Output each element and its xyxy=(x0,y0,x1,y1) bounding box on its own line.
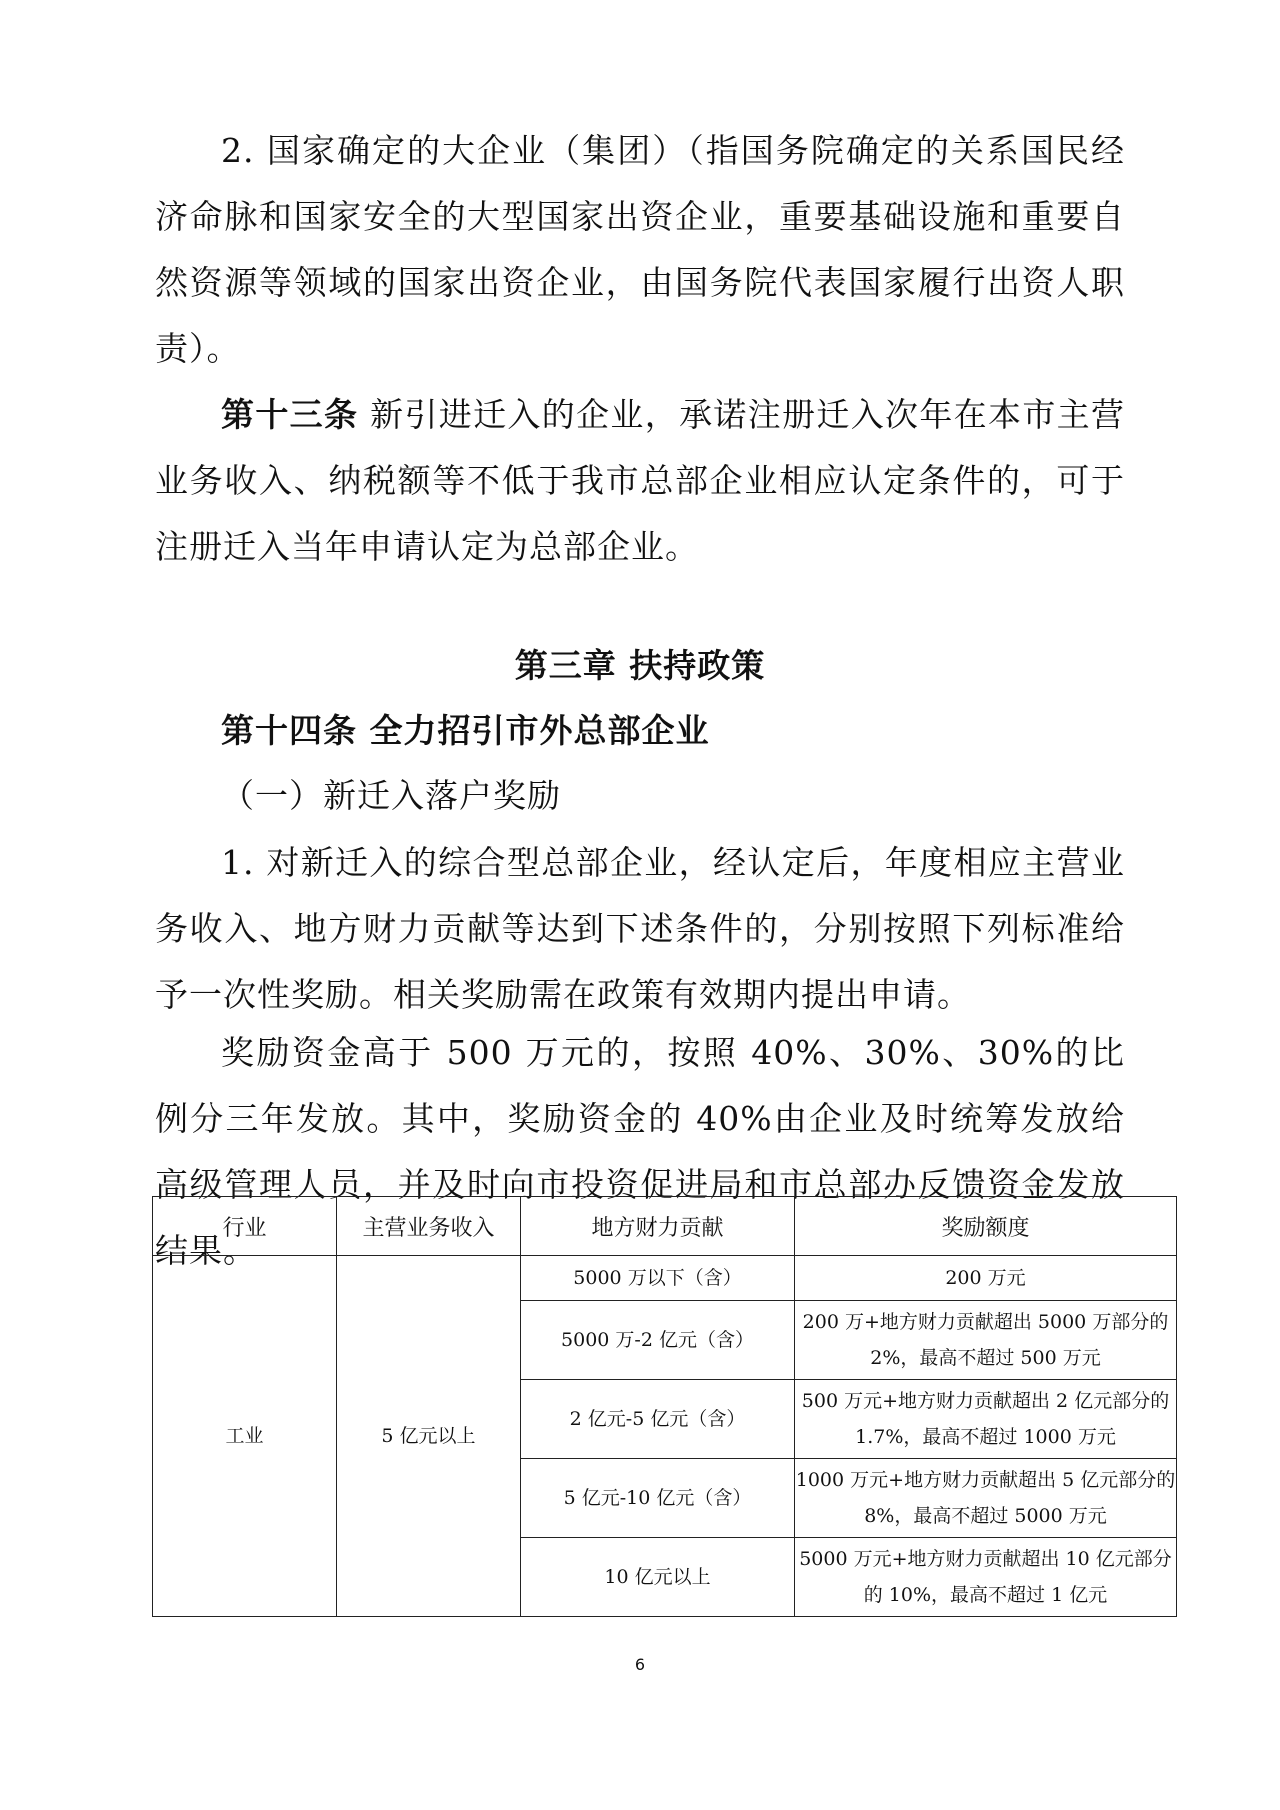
header-reward: 奖励额度 xyxy=(795,1197,1177,1256)
reward-table xyxy=(152,1196,1177,1617)
page-number: 6 xyxy=(634,1655,646,1674)
article-13 xyxy=(155,382,1125,580)
cell-reward: 5000 万元+地方财力贡献超出 10 亿元部分的 10%，最高不超过 1 亿元 xyxy=(795,1538,1177,1617)
paragraph-payout: 奖励资金高于 500 万元的，按照 40%、30%、30%的比例分三年发放。其中，奖励资金的 40%由企业及时统筹发放给高级管理人员，并及时向市投资促进局和市总部办反馈资金发放结果。 xyxy=(155,1033,1125,1270)
cell-reward: 200 万+地方财力贡献超出 5000 万部分的 2%，最高不超过 500 万元 xyxy=(795,1301,1177,1380)
cell-reward: 1000 万元+地方财力贡献超出 5 亿元部分的 8%，最高不超过 5000 万元 xyxy=(795,1459,1177,1538)
header-industry: 行业 xyxy=(153,1197,337,1256)
cell-reward: 200 万元 xyxy=(795,1256,1177,1301)
section-heading-new-relocation: （一）新迁入落户奖励 xyxy=(221,776,561,815)
cell-contribution: 2 亿元-5 亿元（含） xyxy=(521,1380,795,1459)
cell-contribution: 5000 万-2 亿元（含） xyxy=(521,1301,795,1380)
table-row xyxy=(153,1256,1177,1301)
paragraph-large-enterprise: 2. 国家确定的大企业（集团）（指国务院确定的关系国民经济命脉和国家安全的大型国家出资企业，重要基础设施和重要自然资源等领域的国家出资企业，由国务院代表国家履行出资人职责）。 xyxy=(155,131,1125,368)
article-14-heading: 第十四条 全力招引市外总部企业 xyxy=(221,711,710,750)
chapter-heading: 第三章 扶持政策 xyxy=(514,646,766,685)
cell-industry: 工业 xyxy=(153,1256,337,1617)
cell-revenue: 5 亿元以上 xyxy=(337,1256,521,1617)
cell-contribution: 5000 万以下（含） xyxy=(521,1256,795,1301)
article-13-title: 第十三条 xyxy=(221,395,359,434)
header-contribution: 地方财力贡献 xyxy=(521,1197,795,1256)
article-13-text: 新引进迁入的企业，承诺注册迁入次年在本市主营业务收入、纳税额等不低于我市总部企业相应认定条件的，可于注册迁入当年申请认定为总部企业。 xyxy=(155,395,1125,566)
cell-contribution: 5 亿元-10 亿元（含） xyxy=(521,1459,795,1538)
cell-reward: 500 万元+地方财力贡献超出 2 亿元部分的 1.7%，最高不超过 1000 万元 xyxy=(795,1380,1177,1459)
cell-contribution: 10 亿元以上 xyxy=(521,1538,795,1617)
table-header-row xyxy=(153,1197,1177,1256)
paragraph-item-1: 1. 对新迁入的综合型总部企业，经认定后，年度相应主营业务收入、地方财力贡献等达到下述条件的，分别按照下列标准给予一次性奖励。相关奖励需在政策有效期内提出申请。 xyxy=(155,843,1125,1014)
header-revenue: 主营业务收入 xyxy=(337,1197,521,1256)
